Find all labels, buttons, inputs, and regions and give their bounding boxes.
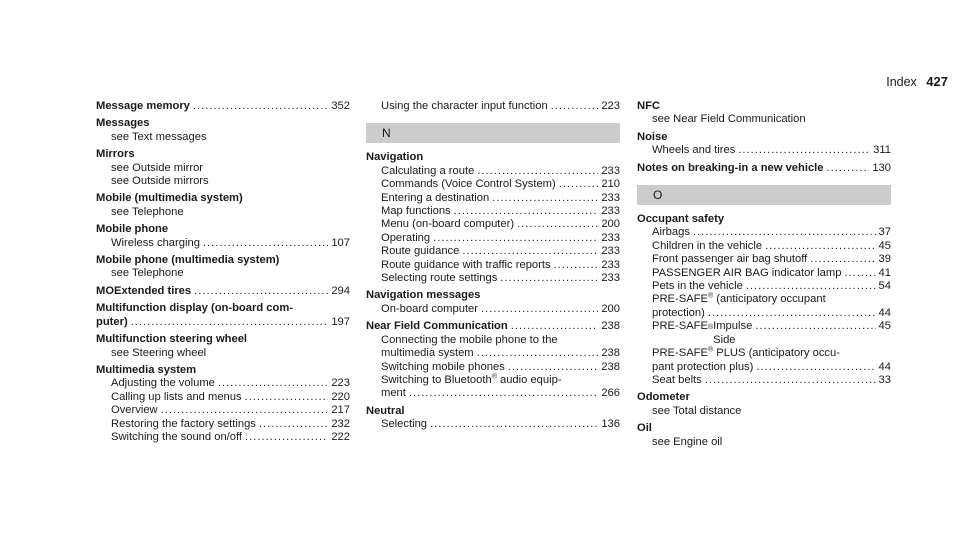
sub-entry — [96, 162, 350, 175]
section-letter-bar: N — [366, 123, 620, 143]
sub-entry — [96, 418, 350, 431]
sub-entry-line — [111, 431, 350, 444]
sub-entry — [366, 218, 620, 231]
sub-entry — [637, 253, 891, 266]
page-ref: 54 — [878, 280, 891, 293]
sub-entry — [96, 377, 350, 390]
sub-entry — [96, 237, 350, 250]
sub-entry — [637, 113, 891, 126]
leader-dots — [746, 280, 876, 293]
entry-text: Wireless charging — [111, 236, 200, 249]
leader-dots — [462, 245, 598, 258]
sub-entry-line — [381, 178, 620, 191]
index-entry — [637, 100, 891, 127]
index-entry — [96, 100, 350, 113]
sub-entry-line — [381, 334, 620, 347]
index-entry — [366, 405, 620, 432]
leader-dots — [430, 418, 598, 431]
sub-entry-line — [652, 361, 891, 374]
leader-dots — [245, 431, 328, 444]
leader-dots — [693, 226, 876, 239]
page-ref: 233 — [601, 245, 620, 258]
sub-entry — [366, 178, 620, 191]
entry-heading: Mobile phone — [96, 223, 169, 236]
entry-text: protection) — [652, 306, 705, 319]
page-ref: 294 — [331, 284, 350, 297]
index-entry — [366, 320, 620, 400]
entry-heading: Messages — [96, 117, 150, 130]
leader-dots — [765, 240, 875, 253]
sub-entry — [96, 404, 350, 417]
entry-text: Route guidance — [381, 245, 460, 258]
leader-dots — [492, 192, 598, 205]
entry-text: PASSENGER AIR BAG indicator lamp — [652, 266, 842, 279]
leader-dots — [517, 218, 598, 231]
sub-entry — [366, 361, 620, 374]
leader-dots — [844, 267, 875, 280]
entry-text: see Text messages — [111, 130, 207, 143]
page-header — [886, 74, 948, 89]
entry-heading-row — [96, 100, 350, 113]
entry-text: Notes on breaking-in a new vehicle — [637, 161, 824, 174]
sub-entry — [366, 192, 620, 205]
sub-entry — [366, 418, 620, 431]
entry-text: Calculating a route — [381, 164, 475, 177]
leader-dots — [409, 387, 598, 400]
sub-entry — [637, 144, 891, 157]
sub-entry-line — [381, 100, 620, 113]
entry-text: puter) — [96, 315, 128, 328]
sub-entry — [366, 100, 620, 113]
sub-entry-line — [381, 272, 620, 285]
page-ref: 45 — [878, 239, 891, 252]
entry-text: Restoring the factory settings — [111, 417, 256, 430]
entry-text: Connecting the mobile phone to the — [381, 333, 558, 346]
entry-text: multimedia system — [381, 347, 474, 360]
entry-heading: Oil — [637, 422, 652, 435]
entry-text: Seat belts — [652, 373, 702, 386]
sub-entry-line — [111, 131, 350, 144]
entry-text: Near Field Communication — [366, 320, 508, 333]
entry-heading-row — [637, 162, 891, 175]
index-entry — [637, 391, 891, 418]
sub-entry-line — [652, 293, 891, 306]
sub-entry — [637, 374, 891, 387]
leader-dots — [708, 307, 876, 320]
entry-text: Message memory — [96, 100, 190, 112]
sub-entry — [637, 226, 891, 239]
sub-entry-line — [381, 303, 620, 316]
page-ref: 33 — [878, 373, 891, 386]
sub-entry — [366, 374, 620, 401]
sub-entry-line — [652, 374, 891, 387]
index-entry — [366, 289, 620, 316]
sub-entry — [637, 293, 891, 320]
entry-text: see Telephone — [111, 205, 184, 218]
index-entry — [96, 117, 350, 144]
index-entry — [637, 422, 891, 449]
entry-text: see Steering wheel — [111, 346, 207, 359]
sub-entry-line — [652, 280, 891, 293]
leader-dots — [551, 100, 599, 113]
sub-entry — [637, 280, 891, 293]
leader-dots — [554, 259, 599, 272]
entry-heading: Multifunction display (on-board com- — [96, 302, 294, 315]
entry-heading: Mobile (multimedia system) — [96, 192, 243, 205]
leader-dots — [827, 162, 870, 175]
entry-text: PRE-SAFE — [652, 320, 708, 333]
entry-text: Calling up lists and menus — [111, 390, 242, 403]
section-title: Index — [886, 75, 917, 89]
registered-mark: ® — [707, 346, 714, 354]
sub-entry-line — [652, 226, 891, 239]
leader-dots — [203, 237, 328, 250]
leader-dots — [481, 303, 598, 316]
entry-heading-row — [366, 320, 620, 333]
entry-text: see Engine oil — [652, 435, 723, 448]
leader-dots — [477, 347, 599, 360]
entry-text: Overview — [111, 404, 158, 417]
page-ref: 130 — [872, 161, 891, 174]
page-ref: 352 — [331, 100, 350, 112]
entry-text: On-board computer — [381, 302, 479, 315]
page-ref: 41 — [878, 266, 891, 279]
sub-entry-line — [111, 418, 350, 431]
page-ref: 197 — [331, 315, 350, 328]
sub-entry — [96, 175, 350, 188]
page-ref: 232 — [331, 417, 350, 430]
entry-text: pant protection plus) — [652, 360, 754, 373]
sub-entry-line — [381, 205, 620, 218]
sub-entry — [637, 320, 891, 347]
sub-entry-line — [381, 165, 620, 178]
entry-text: Switching to Bluetooth — [381, 373, 492, 386]
page-ref: 311 — [873, 144, 891, 157]
sub-entry-line — [381, 361, 620, 374]
sub-entry-line — [111, 206, 350, 219]
page-number: 427 — [926, 74, 948, 89]
sub-entry — [366, 232, 620, 245]
sub-entry-line — [652, 347, 891, 360]
sub-entry-line — [381, 347, 620, 360]
sub-entry — [637, 436, 891, 449]
sub-entry — [366, 165, 620, 178]
leader-dots — [161, 404, 329, 417]
sub-entry-line — [652, 405, 891, 418]
entry-heading: Mobile phone (multimedia system) — [96, 254, 280, 267]
sub-entry-line — [652, 253, 891, 266]
index-column-2 — [366, 100, 620, 436]
sub-entry — [96, 131, 350, 144]
leader-dots — [500, 272, 598, 285]
sub-entry-line — [381, 259, 620, 272]
entry-text: Map functions — [381, 205, 451, 218]
entry-text: Route guidance with traffic reports — [381, 258, 551, 271]
page-ref: 217 — [331, 404, 350, 417]
entry-text: Airbags — [652, 226, 690, 239]
index-column-3 — [637, 100, 891, 453]
entry-text: Operating — [381, 231, 431, 244]
page-ref: 44 — [878, 360, 891, 373]
sub-entry-line — [111, 391, 350, 404]
entry-text: PRE-SAFE — [652, 347, 708, 360]
registered-mark: ® — [491, 373, 497, 381]
entry-text: Adjusting the volume — [111, 377, 215, 390]
index-entry — [96, 285, 350, 298]
leader-dots — [454, 205, 599, 218]
entry-text: see Outside mirrors — [111, 175, 209, 188]
sub-entry-line — [652, 113, 891, 126]
entry-text: Selecting — [381, 418, 428, 431]
sub-entry-line — [111, 162, 350, 175]
entry-text-cont: PLUS (anticipatory occu- — [713, 347, 840, 360]
sub-entry-line — [381, 218, 620, 231]
entry-text: Switching the sound on/off — [111, 430, 243, 443]
entry-heading: Occupant safety — [637, 213, 725, 226]
leader-dots — [508, 361, 599, 374]
leader-dots — [810, 253, 875, 266]
sub-entry-line — [111, 404, 350, 417]
entry-text: Commands (Voice Control System) — [381, 178, 556, 191]
entry-heading-row — [96, 285, 350, 298]
entry-heading: Multifunction steering wheel — [96, 333, 248, 346]
index-entry — [96, 148, 350, 188]
sub-entry — [366, 334, 620, 361]
entry-text: Entering a destination — [381, 191, 490, 204]
sub-entry — [366, 272, 620, 285]
index-entry — [637, 131, 891, 158]
index-entry — [366, 151, 620, 285]
index-entry — [96, 364, 350, 444]
entry-heading: Navigation messages — [366, 289, 481, 302]
sub-entry-line — [381, 387, 620, 400]
entry-text: ment — [381, 387, 406, 400]
entry-text: Front passenger air bag shutoff — [652, 253, 808, 266]
entry-text: Using the character input function — [381, 100, 548, 112]
index-column-1 — [96, 100, 350, 448]
page-ref: 233 — [601, 272, 620, 285]
sub-entry-line — [381, 374, 620, 387]
sub-entry — [96, 267, 350, 280]
sub-entry — [637, 347, 891, 374]
registered-mark: ® — [707, 292, 714, 300]
page-ref: 238 — [601, 320, 620, 333]
entry-text-cont: audio equip- — [496, 373, 562, 386]
entry-text-cont: (anticipatory occupant — [713, 293, 826, 306]
sub-entry — [366, 259, 620, 272]
entry-text-cont: Impulse Side — [713, 320, 753, 346]
page-ref: 200 — [601, 302, 620, 315]
page-ref: 107 — [331, 236, 350, 249]
page-ref: 37 — [878, 226, 891, 239]
sub-entry — [637, 405, 891, 418]
leader-dots — [756, 361, 875, 374]
page-ref: 266 — [601, 387, 620, 400]
entry-text: Selecting route settings — [381, 272, 498, 285]
leader-dots — [477, 165, 598, 178]
sub-entry-line — [652, 144, 891, 157]
sub-entry-line — [111, 237, 350, 250]
entry-text: Children in the vehicle — [652, 239, 763, 252]
leader-dots — [259, 418, 328, 431]
leader-dots — [511, 320, 599, 333]
page-ref: 210 — [601, 178, 620, 191]
index-entry-continued — [366, 100, 620, 113]
sub-entry — [96, 391, 350, 404]
sub-entry-line — [111, 347, 350, 360]
entry-heading: NFC — [637, 100, 660, 112]
leader-dots — [705, 374, 876, 387]
section-letter-bar: O — [637, 185, 891, 205]
sub-entry — [637, 240, 891, 253]
index-entry — [96, 192, 350, 219]
page-ref: 238 — [601, 347, 620, 360]
leader-dots — [738, 144, 870, 157]
entry-heading: Odometer — [637, 391, 690, 404]
sub-entry — [637, 267, 891, 280]
page-ref: 238 — [601, 360, 620, 373]
page-ref: 233 — [601, 191, 620, 204]
page-ref: 233 — [601, 205, 620, 218]
entry-text: Pets in the vehicle — [652, 280, 743, 293]
sub-entry-line — [381, 232, 620, 245]
leader-dots — [218, 377, 328, 390]
entry-text: see Total distance — [652, 404, 742, 417]
index-entry — [637, 213, 891, 387]
leader-dots — [193, 100, 328, 113]
page-ref: 44 — [878, 306, 891, 319]
leader-dots — [194, 285, 328, 298]
entry-heading-row — [96, 316, 350, 329]
sub-entry-line — [111, 175, 350, 188]
entry-text: MOExtended tires — [96, 284, 192, 297]
sub-entry-line — [111, 377, 350, 390]
page-ref: 222 — [331, 430, 350, 443]
entry-text: see Near Field Communication — [652, 113, 806, 126]
sub-entry-line — [652, 267, 891, 280]
sub-entry — [366, 303, 620, 316]
index-entry — [96, 302, 350, 329]
index-entry — [96, 223, 350, 250]
entry-text: PRE-SAFE — [652, 293, 708, 306]
sub-entry-line — [381, 192, 620, 205]
leader-dots — [245, 391, 329, 404]
entry-heading: Multimedia system — [96, 363, 197, 376]
entry-heading: Neutral — [366, 404, 405, 417]
sub-entry — [366, 205, 620, 218]
sub-entry-line — [111, 267, 350, 280]
entry-heading: Noise — [637, 130, 668, 143]
sub-entry — [96, 347, 350, 360]
sub-entry-line — [381, 245, 620, 258]
sub-entry-line — [652, 240, 891, 253]
index-entry — [96, 333, 350, 360]
page-ref: 39 — [878, 253, 891, 266]
entry-heading: Mirrors — [96, 148, 135, 161]
entry-text: see Outside mirror — [111, 161, 204, 174]
leader-dots — [131, 316, 329, 329]
index-entry — [96, 254, 350, 281]
leader-dots — [755, 320, 875, 333]
page-ref: 220 — [331, 390, 350, 403]
page-ref: 233 — [601, 164, 620, 177]
sub-entry-line — [652, 307, 891, 320]
leader-dots — [559, 178, 599, 191]
entry-heading: Navigation — [366, 151, 424, 164]
page-ref: 136 — [601, 418, 620, 431]
index-entry — [637, 162, 891, 175]
sub-entry — [96, 206, 350, 219]
sub-entry — [96, 431, 350, 444]
page-ref: 223 — [601, 100, 620, 112]
page-ref: 45 — [878, 320, 891, 333]
entry-text: Wheels and tires — [652, 144, 736, 157]
sub-entry-line: PRE-SAFE ® Impulse Side ..... 45 — [652, 320, 891, 347]
page-ref: 200 — [601, 218, 620, 231]
page-ref: 223 — [331, 377, 350, 390]
entry-text: Menu (on-board computer) — [381, 218, 515, 231]
sub-entry-line — [381, 418, 620, 431]
page-ref: 233 — [601, 258, 620, 271]
page-ref: 233 — [601, 231, 620, 244]
sub-entry — [366, 245, 620, 258]
leader-dots — [433, 232, 598, 245]
sub-entry-line — [652, 436, 891, 449]
entry-text: see Telephone — [111, 267, 184, 280]
entry-text: Switching mobile phones — [381, 360, 505, 373]
